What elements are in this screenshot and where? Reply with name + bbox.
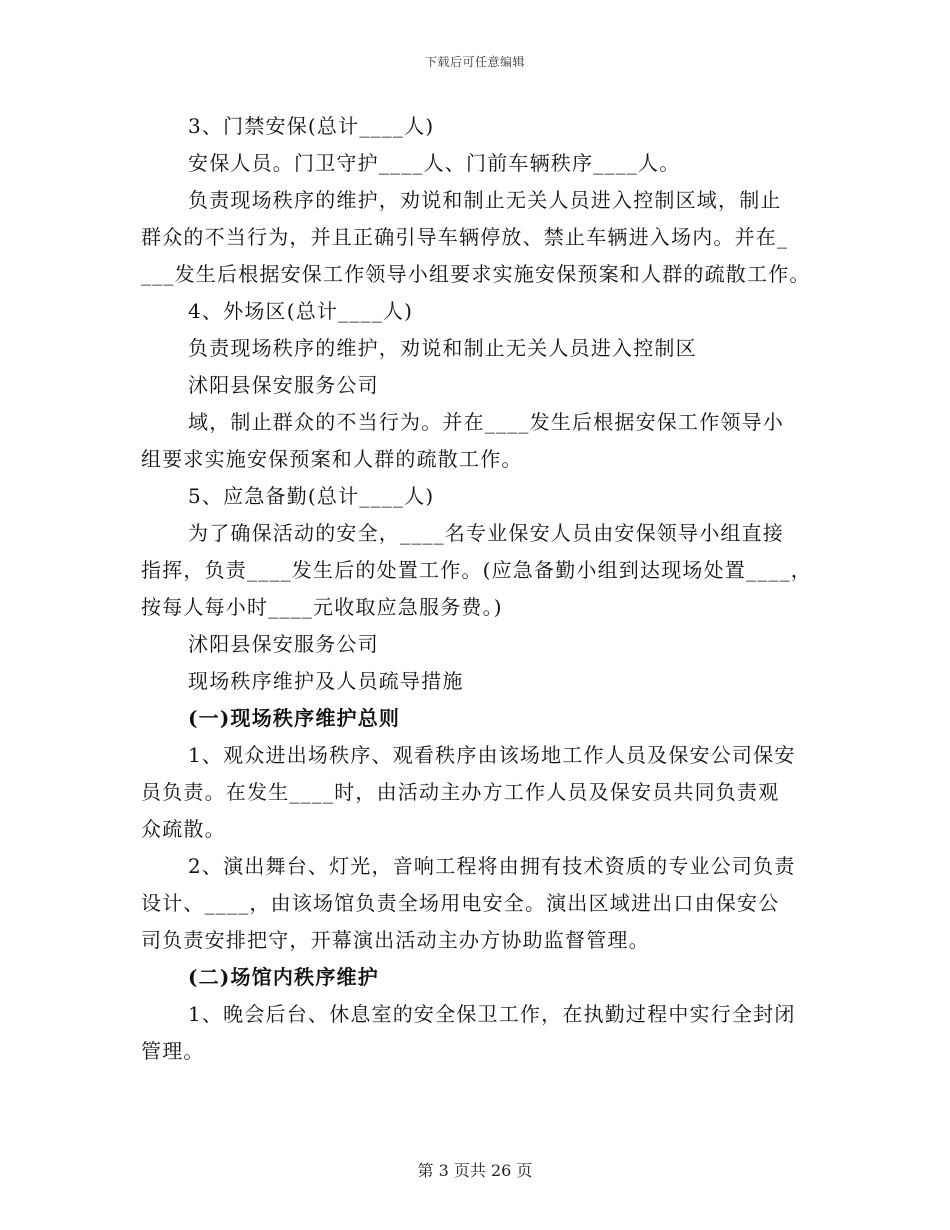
paragraph-line: ___发生后根据安保工作领导小组要求实施安保预案和人群的疏散工作。	[141, 262, 811, 286]
document-body	[141, 108, 811, 1070]
subsection-heading: (一)现场秩序维护总则	[188, 706, 401, 730]
paragraph-line: 员负责。在发生____时，由活动主办方工作人员及保安员共同负责观	[141, 780, 780, 804]
paragraph-line: 安保人员。门卫守护____人、门前车辆秩序____人。	[188, 151, 681, 175]
paragraph-line: 为了确保活动的安全，____名专业保安人员由安保领导小组直接	[188, 521, 784, 545]
subsection-heading: (二)场馆内秩序维护	[188, 965, 379, 989]
page-header: 下载后可任意编辑	[424, 55, 525, 69]
paragraph-line: 司负责安排把守，开幕演出活动主办方协助监督管理。	[141, 928, 650, 952]
section-title: 现场秩序维护及人员疏导措施	[188, 669, 464, 693]
paragraph-line: 5、应急备勤(总计____人)	[188, 484, 435, 508]
paragraph-line: 负责现场秩序的维护，劝说和制止无关人员进入控制区域，制止	[188, 188, 782, 212]
paragraph-line: 1、晚会后台、休息室的安全保卫工作，在执勤过程中实行全封闭	[188, 1002, 796, 1026]
paragraph-line: 负责现场秩序的维护，劝说和制止无关人员进入控制区	[188, 336, 697, 360]
paragraph-line: 管理。	[141, 1039, 205, 1063]
paragraph-line: 域，制止群众的不当行为。并在____发生后根据安保工作领导小	[188, 410, 784, 434]
company-name-line: 沭阳县保安服务公司	[188, 632, 379, 656]
paragraph-line: 4、外场区(总计____人)	[188, 299, 414, 323]
paragraph-line: 设计、____，由该场馆负责全场用电安全。演出区域进出口由保安公	[141, 891, 780, 915]
paragraph-line: 按每人每小时____元收取应急服务费。)	[141, 595, 503, 619]
paragraph-line: 2、演出舞台、灯光，音响工程将由拥有技术资质的专业公司负责	[188, 854, 796, 878]
paragraph-line: 1、观众进出场秩序、观看秩序由该场地工作人员及保安公司保安	[188, 743, 796, 767]
paragraph-line: 众疏散。	[141, 817, 226, 841]
page-footer: 第 3 页共 26 页	[417, 1161, 533, 1180]
paragraph-line: 组要求实施安保预案和人群的疏散工作。	[141, 447, 523, 471]
company-name-line: 沭阳县保安服务公司	[188, 373, 379, 397]
paragraph-line: 3、门禁安保(总计____人)	[188, 114, 435, 138]
paragraph-line: 指挥，负责____发生后的处置工作。(应急备勤小组到达现场处置____，	[141, 558, 813, 582]
paragraph-line: 群众的不当行为，并且正确引导车辆停放、禁止车辆进入场内。并在_	[141, 225, 789, 249]
